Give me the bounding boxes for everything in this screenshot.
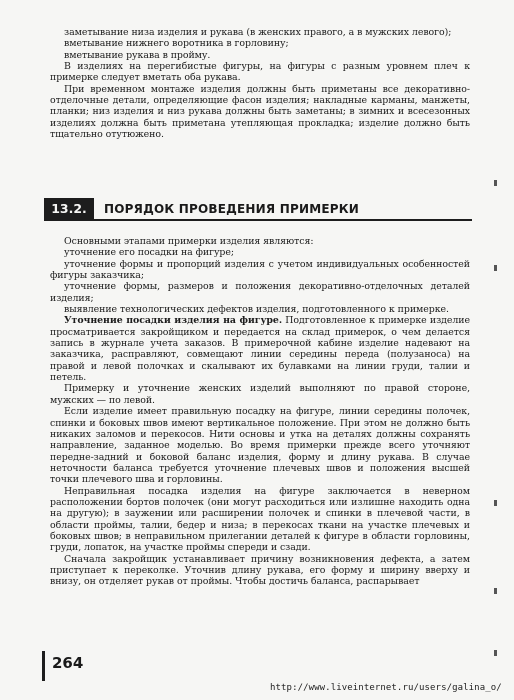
paragraph-text: Примерку и уточнение женских изделий выполняют по правой стороне, мужских — по левой.: [50, 383, 470, 406]
paragraph-text: заметывание низа изделия и рукава (в женских правого, а в мужских левого);: [64, 27, 452, 38]
margin-mark: [494, 500, 497, 506]
paragraph-text: вметывание нижнего воротника в горловину;: [64, 38, 289, 50]
paragraph-lead: Уточнение посадки изделия на фигуре.: [64, 315, 283, 327]
margin-mark: [494, 588, 497, 594]
paragraph: [50, 38, 470, 49]
paragraph: [50, 315, 470, 383]
paragraph: [50, 84, 470, 141]
paragraph: [50, 554, 470, 588]
section-number: 13.2.: [44, 198, 94, 220]
paragraph-text: уточнение формы и пропорций изделия с учетом индивидуальных особенностей фигуры заказчика;: [50, 258, 470, 282]
paragraph: [50, 281, 470, 304]
main-text-block: [50, 236, 470, 588]
paragraph-text: При временном монтаже изделия должны быть приметаны все декоративно-отделочные детали, определяющие фасон изделия; накладные карманы, манжеты, планки; низ изделия и низ рукава должны быть заметаны; в зимних и всесезонных изделиях должна быть приметана утепляющая прокладка; изделие должно быть тщательно отутюжено.: [50, 83, 470, 141]
paragraph: [50, 383, 470, 406]
paragraph-text: уточнение его посадки на фигуре;: [64, 247, 234, 259]
paragraph: [50, 61, 470, 84]
margin-mark: [494, 650, 497, 656]
paragraph-text: Сначала закройщик устанавливает причину возникновения дефекта, а затем приступает к переколке. Уточнив длину рукава, его форму и ширину вверху и внизу, он отделяет рукав от проймы. Чтобы достичь баланса, распарывает: [50, 553, 470, 588]
paragraph: [50, 486, 470, 554]
margin-mark: [494, 180, 497, 186]
paragraph: [50, 304, 470, 315]
section-header: [44, 198, 472, 220]
paragraph-text: Подготовленное к примерке изделие просматривается закройщиком и передается на склад примерок, о чем делается запись в журнале учета заказов. В примерочной кабине изделие надевают на заказчика, расправляют, совмещают линии середины переда (полузаноса) на правой и левой полочках и скалывают их булавками на линии груди, талии и петель.: [50, 315, 470, 384]
paragraph: [50, 50, 470, 61]
page-number: 264: [52, 654, 84, 672]
paragraph-text: Неправильная посадка изделия на фигуре заключается в неверном расположении бортов полочек (они могут расходиться или излишне находить одна на другую); в заужении или расширении полочек и спинки в плечевой части, в области проймы, талии, бедер и низа; в перекосах ткани на участке плечевых и боковых швов; в неправильном прилегании деталей к фигуре в области горловины, груди, лопаток, на участке проймы спереди и сзади.: [50, 485, 470, 554]
paragraph: [50, 259, 470, 282]
paragraph-text: Если изделие имеет правильную посадку на фигуре, линии середины полочек, спинки и боковых швов имеют вертикальное положение. При этом не должно быть никаких заломов и перекосов. Нити основы и утка на деталях должны сохранять направление, заданное моделью. Во время примерки прежде всего уточняют передне-задний и боковой баланс изделия, форму и длину рукава. В случае неточности баланса требуется уточнение плечевых швов и положения высшей точки плечевого шва и горловины.: [50, 406, 470, 486]
watermark-url: http://www.liveinternet.ru/users/galina_o/: [270, 683, 502, 693]
section-title: ПОРЯДОК ПРОВЕДЕНИЯ ПРИМЕРКИ: [104, 202, 359, 216]
paragraph-text: выявление технологических дефектов изделия, подготовленного к примерке.: [64, 304, 449, 316]
paragraph: [50, 406, 470, 485]
paragraph-text: уточнение формы, размеров и положения декоративно-отделочных деталей изделия;: [50, 281, 470, 304]
paragraph-text: В изделиях на перегибистые фигуры, на фигуры с разным уровнем плеч к примерке следует вметать оба рукава.: [50, 61, 470, 84]
paragraph: [50, 236, 470, 247]
paragraph-text: вметывание рукава в пройму.: [64, 49, 211, 61]
top-text-block: [50, 27, 470, 140]
paragraph: [50, 247, 470, 258]
page-number-bar: [42, 651, 45, 681]
margin-mark: [494, 265, 497, 271]
paragraph: [50, 27, 470, 38]
paragraph-text: Основными этапами примерки изделия являются:: [64, 236, 314, 247]
